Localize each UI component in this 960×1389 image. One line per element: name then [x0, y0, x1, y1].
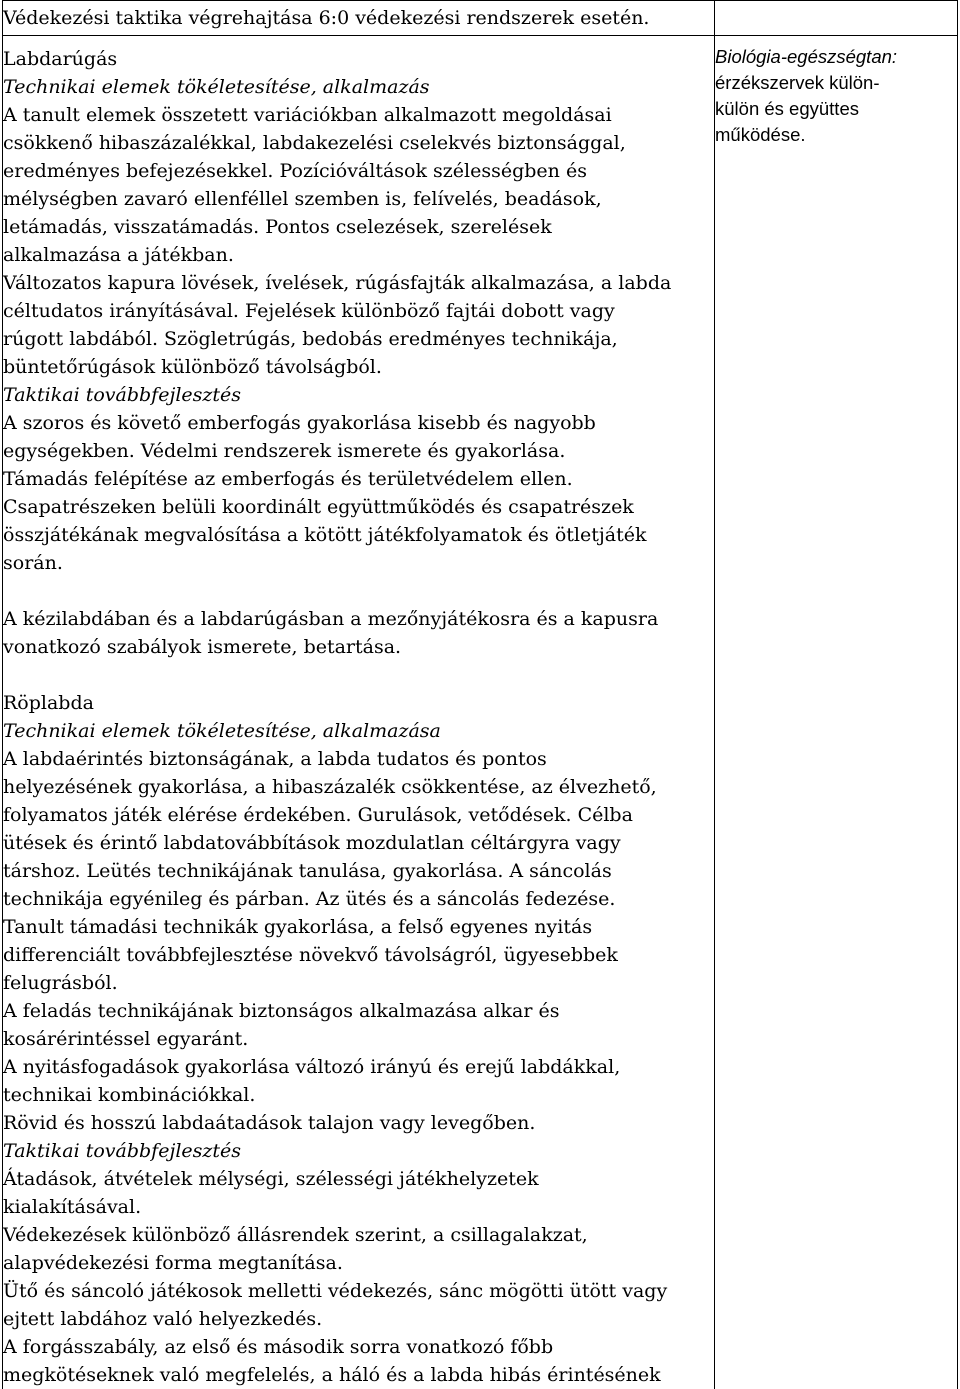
paragraph-line: kosárérintéssel egyaránt.	[3, 1025, 714, 1053]
paragraph-line: A tanult elemek összetett variációkban alkalmazott megoldásai	[3, 101, 714, 129]
paragraph-line: technikai kombinációkkal.	[3, 1081, 714, 1109]
paragraph-line: céltudatos irányításával. Fejelések különböző fajtái dobott vagy	[3, 297, 714, 325]
paragraph-line: eredményes befejezésekkel. Pozícióváltások szélességben és	[3, 157, 714, 185]
side-heading: Biológia-egészségtan:	[715, 44, 957, 70]
spacer	[3, 661, 714, 689]
paragraph-line: egységekben. Védelmi rendszerek ismerete és gyakorlása.	[3, 437, 714, 465]
paragraph-line: Támadás felépítése az emberfogás és területvédelem ellen.	[3, 465, 714, 493]
main-content-cell	[3, 36, 715, 1389]
paragraph-line: Védekezések különböző állásrendek szerint, a csillagalakzat,	[3, 1221, 714, 1249]
side-content-cell	[715, 36, 958, 1389]
paragraph-line: kialakításával.	[3, 1193, 714, 1221]
subheading-taktikai-labdarugas: Taktikai továbbfejlesztés	[3, 381, 714, 409]
paragraph-line: A forgásszabály, az első és második sorra vonatkozó főbb	[3, 1333, 714, 1361]
paragraph-line: folyamatos játék elérése érdekében. Gurulások, vetődések. Célba	[3, 801, 714, 829]
row-title-text: Védekezési taktika végrehajtása 6:0 védekezési rendszerek esetén.	[3, 1, 714, 32]
spacer	[3, 577, 714, 605]
paragraph-line: alapvédekezési forma megtanítása.	[3, 1249, 714, 1277]
section-heading-labdarugas: Labdarúgás	[3, 45, 714, 73]
paragraph-line: ütések és érintő labdatovábbítások mozdulatlan céltárgyra vagy	[3, 829, 714, 857]
paragraph-line: letámadás, visszatámadás. Pontos cselezések, szerelések	[3, 213, 714, 241]
paragraph-line: Tanult támadási technikák gyakorlása, a felső egyenes nyitás	[3, 913, 714, 941]
paragraph-line: megkötéseknek való megfelelés, a háló és a labda hibás érintésének	[3, 1361, 714, 1389]
paragraph-line: Átadások, átvételek mélységi, szélességi játékhelyzetek	[3, 1165, 714, 1193]
side-line: érzékszervek külön-	[715, 70, 957, 96]
paragraph-line: során.	[3, 549, 714, 577]
paragraph-line: összjátékának megvalósítása a kötött játékfolyamatok és ötletjáték	[3, 521, 714, 549]
paragraph-line: A labdaérintés biztonságának, a labda tudatos és pontos	[3, 745, 714, 773]
paragraph-line: csökkenő hibaszázalékkal, labdakezelési cselekvés biztonsággal,	[3, 129, 714, 157]
paragraph-line: helyezésének gyakorlása, a hibaszázalék csökkentése, az élvezhető,	[3, 773, 714, 801]
paragraph-line: felugrásból.	[3, 969, 714, 997]
subheading-technikai-roplabda: Technikai elemek tökéletesítése, alkalmazása	[3, 717, 714, 745]
content-row	[3, 36, 958, 1389]
title-side-cell	[715, 1, 958, 36]
subheading-technikai-labdarugas: Technikai elemek tökéletesítése, alkalmazás	[3, 73, 714, 101]
title-row	[3, 1, 958, 36]
section-labdarugas	[3, 45, 714, 577]
paragraph-line: társhoz. Leütés technikájának tanulása, gyakorlása. A sáncolás	[3, 857, 714, 885]
paragraph-line: A szoros és követő emberfogás gyakorlása kisebb és nagyobb	[3, 409, 714, 437]
side-line: külön és együttes	[715, 96, 957, 122]
paragraph-line: alkalmazása a játékban.	[3, 241, 714, 269]
paragraph-line: Rövid és hosszú labdaátadások talajon vagy levegőben.	[3, 1109, 714, 1137]
paragraph-line: A feladás technikájának biztonságos alkalmazása alkar és	[3, 997, 714, 1025]
curriculum-table	[2, 0, 958, 1389]
paragraph-line: technikája egyénileg és párban. Az ütés és a sáncolás fedezése.	[3, 885, 714, 913]
paragraph-line: Ütő és sáncoló játékosok melletti védekezés, sánc mögötti ütött vagy	[3, 1277, 714, 1305]
paragraph-line: vonatkozó szabályok ismerete, betartása.	[3, 633, 714, 661]
section-heading-roplabda: Röplabda	[3, 689, 714, 717]
section-szabalyok	[3, 605, 714, 661]
section-roplabda	[3, 689, 714, 1389]
title-cell	[3, 1, 715, 36]
paragraph-line: ejtett labdához való helyezkedés.	[3, 1305, 714, 1333]
paragraph-line: A nyitásfogadások gyakorlása változó irányú és erejű labdákkal,	[3, 1053, 714, 1081]
paragraph-line: A kézilabdában és a labdarúgásban a mezőnyjátékosra és a kapusra	[3, 605, 714, 633]
paragraph-line: rúgott labdából. Szögletrúgás, bedobás eredményes technikája,	[3, 325, 714, 353]
paragraph-line: differenciált továbbfejlesztése növekvő távolságról, ügyesebbek	[3, 941, 714, 969]
paragraph-line: büntetőrúgások különböző távolságból.	[3, 353, 714, 381]
paragraph-line: mélységben zavaró ellenféllel szemben is, felívelés, beadások,	[3, 185, 714, 213]
paragraph-line: Csapatrészeken belüli koordinált együttműködés és csapatrészek	[3, 493, 714, 521]
subheading-taktikai-roplabda: Taktikai továbbfejlesztés	[3, 1137, 714, 1165]
side-line: működése.	[715, 122, 957, 148]
paragraph-line: Változatos kapura lövések, ívelések, rúgásfajták alkalmazása, a labda	[3, 269, 714, 297]
